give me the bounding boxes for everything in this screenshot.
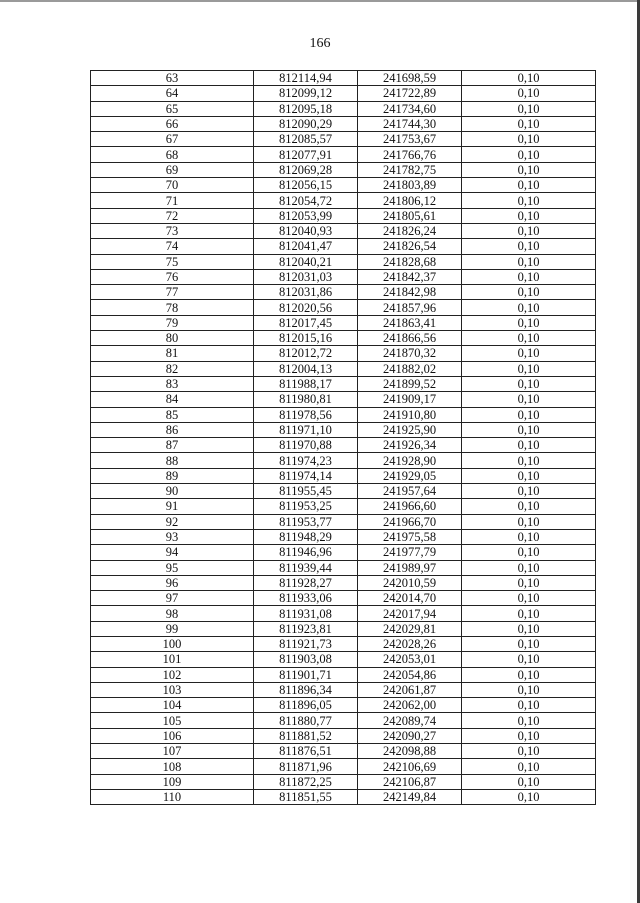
point-number-cell: 90 xyxy=(91,484,254,499)
x-coordinate-cell: 811901,71 xyxy=(254,667,358,682)
x-coordinate-cell: 811928,27 xyxy=(254,575,358,590)
point-number-cell: 73 xyxy=(91,223,254,238)
error-cell: 0,10 xyxy=(462,223,596,238)
y-coordinate-cell: 241826,54 xyxy=(358,239,462,254)
y-coordinate-cell: 241966,60 xyxy=(358,499,462,514)
point-number-cell: 100 xyxy=(91,636,254,651)
point-number-cell: 79 xyxy=(91,315,254,330)
y-coordinate-cell: 241806,12 xyxy=(358,193,462,208)
y-coordinate-cell: 242090,27 xyxy=(358,728,462,743)
table-row xyxy=(91,728,596,743)
coordinates-table xyxy=(90,70,596,805)
y-coordinate-cell: 241805,61 xyxy=(358,208,462,223)
x-coordinate-cell: 812040,21 xyxy=(254,254,358,269)
y-coordinate-cell: 242089,74 xyxy=(358,713,462,728)
error-cell: 0,10 xyxy=(462,331,596,346)
x-coordinate-cell: 812090,29 xyxy=(254,116,358,131)
point-number-cell: 85 xyxy=(91,407,254,422)
x-coordinate-cell: 811871,96 xyxy=(254,759,358,774)
error-cell: 0,10 xyxy=(462,652,596,667)
x-coordinate-cell: 812015,16 xyxy=(254,331,358,346)
table-row xyxy=(91,774,596,789)
point-number-cell: 63 xyxy=(91,71,254,86)
x-coordinate-cell: 811974,14 xyxy=(254,468,358,483)
y-coordinate-cell: 242014,70 xyxy=(358,591,462,606)
x-coordinate-cell: 811953,77 xyxy=(254,514,358,529)
table-row xyxy=(91,254,596,269)
error-cell: 0,10 xyxy=(462,514,596,529)
error-cell: 0,10 xyxy=(462,453,596,468)
y-coordinate-cell: 242098,88 xyxy=(358,744,462,759)
x-coordinate-cell: 811872,25 xyxy=(254,774,358,789)
x-coordinate-cell: 811876,51 xyxy=(254,744,358,759)
table-row xyxy=(91,560,596,575)
point-number-cell: 66 xyxy=(91,116,254,131)
error-cell: 0,10 xyxy=(462,744,596,759)
x-coordinate-cell: 811980,81 xyxy=(254,392,358,407)
error-cell: 0,10 xyxy=(462,682,596,697)
point-number-cell: 104 xyxy=(91,698,254,713)
y-coordinate-cell: 242053,01 xyxy=(358,652,462,667)
y-coordinate-cell: 242028,26 xyxy=(358,636,462,651)
error-cell: 0,10 xyxy=(462,193,596,208)
x-coordinate-cell: 812085,57 xyxy=(254,132,358,147)
table-row xyxy=(91,162,596,177)
point-number-cell: 64 xyxy=(91,86,254,101)
point-number-cell: 69 xyxy=(91,162,254,177)
x-coordinate-cell: 812056,15 xyxy=(254,178,358,193)
x-coordinate-cell: 812054,72 xyxy=(254,193,358,208)
y-coordinate-cell: 241866,56 xyxy=(358,331,462,346)
y-coordinate-cell: 241925,90 xyxy=(358,422,462,437)
error-cell: 0,10 xyxy=(462,560,596,575)
point-number-cell: 97 xyxy=(91,591,254,606)
table-row xyxy=(91,529,596,544)
error-cell: 0,10 xyxy=(462,545,596,560)
point-number-cell: 89 xyxy=(91,468,254,483)
y-coordinate-cell: 242029,81 xyxy=(358,621,462,636)
table-row xyxy=(91,285,596,300)
point-number-cell: 105 xyxy=(91,713,254,728)
table-row xyxy=(91,422,596,437)
point-number-cell: 107 xyxy=(91,744,254,759)
table-row xyxy=(91,698,596,713)
table-row xyxy=(91,71,596,86)
error-cell: 0,10 xyxy=(462,300,596,315)
table-row xyxy=(91,208,596,223)
table-row xyxy=(91,453,596,468)
error-cell: 0,10 xyxy=(462,774,596,789)
error-cell: 0,10 xyxy=(462,392,596,407)
table-row xyxy=(91,376,596,391)
y-coordinate-cell: 241734,60 xyxy=(358,101,462,116)
y-coordinate-cell: 241909,17 xyxy=(358,392,462,407)
error-cell: 0,10 xyxy=(462,285,596,300)
x-coordinate-cell: 812004,13 xyxy=(254,361,358,376)
x-coordinate-cell: 811970,88 xyxy=(254,438,358,453)
point-number-cell: 82 xyxy=(91,361,254,376)
table-row xyxy=(91,682,596,697)
error-cell: 0,10 xyxy=(462,315,596,330)
error-cell: 0,10 xyxy=(462,86,596,101)
y-coordinate-cell: 241929,05 xyxy=(358,468,462,483)
table-row xyxy=(91,132,596,147)
y-coordinate-cell: 241928,90 xyxy=(358,453,462,468)
error-cell: 0,10 xyxy=(462,71,596,86)
y-coordinate-cell: 241826,24 xyxy=(358,223,462,238)
table-row xyxy=(91,621,596,636)
table-row xyxy=(91,514,596,529)
error-cell: 0,10 xyxy=(462,591,596,606)
error-cell: 0,10 xyxy=(462,759,596,774)
table-row xyxy=(91,438,596,453)
error-cell: 0,10 xyxy=(462,499,596,514)
table-row xyxy=(91,545,596,560)
point-number-cell: 94 xyxy=(91,545,254,560)
point-number-cell: 106 xyxy=(91,728,254,743)
error-cell: 0,10 xyxy=(462,147,596,162)
error-cell: 0,10 xyxy=(462,422,596,437)
x-coordinate-cell: 812099,12 xyxy=(254,86,358,101)
x-coordinate-cell: 811896,05 xyxy=(254,698,358,713)
table-row xyxy=(91,652,596,667)
y-coordinate-cell: 241957,64 xyxy=(358,484,462,499)
y-coordinate-cell: 242106,87 xyxy=(358,774,462,789)
table-row xyxy=(91,759,596,774)
error-cell: 0,10 xyxy=(462,606,596,621)
table-row xyxy=(91,575,596,590)
y-coordinate-cell: 241863,41 xyxy=(358,315,462,330)
table-row xyxy=(91,315,596,330)
y-coordinate-cell: 241910,80 xyxy=(358,407,462,422)
error-cell: 0,10 xyxy=(462,132,596,147)
x-coordinate-cell: 811881,52 xyxy=(254,728,358,743)
table-row xyxy=(91,101,596,116)
x-coordinate-cell: 811971,10 xyxy=(254,422,358,437)
point-number-cell: 76 xyxy=(91,269,254,284)
y-coordinate-cell: 241989,97 xyxy=(358,560,462,575)
table-row xyxy=(91,147,596,162)
point-number-cell: 78 xyxy=(91,300,254,315)
table-row xyxy=(91,269,596,284)
y-coordinate-cell: 242061,87 xyxy=(358,682,462,697)
y-coordinate-cell: 241975,58 xyxy=(358,529,462,544)
y-coordinate-cell: 241842,98 xyxy=(358,285,462,300)
table-row xyxy=(91,193,596,208)
y-coordinate-cell: 241857,96 xyxy=(358,300,462,315)
x-coordinate-cell: 812077,91 xyxy=(254,147,358,162)
table-row xyxy=(91,667,596,682)
y-coordinate-cell: 241766,76 xyxy=(358,147,462,162)
error-cell: 0,10 xyxy=(462,116,596,131)
x-coordinate-cell: 811948,29 xyxy=(254,529,358,544)
y-coordinate-cell: 241753,67 xyxy=(358,132,462,147)
point-number-cell: 80 xyxy=(91,331,254,346)
error-cell: 0,10 xyxy=(462,162,596,177)
point-number-cell: 74 xyxy=(91,239,254,254)
table-row xyxy=(91,713,596,728)
x-coordinate-cell: 812069,28 xyxy=(254,162,358,177)
error-cell: 0,10 xyxy=(462,239,596,254)
point-number-cell: 75 xyxy=(91,254,254,269)
point-number-cell: 86 xyxy=(91,422,254,437)
x-coordinate-cell: 811903,08 xyxy=(254,652,358,667)
table-row xyxy=(91,116,596,131)
x-coordinate-cell: 811939,44 xyxy=(254,560,358,575)
y-coordinate-cell: 241722,89 xyxy=(358,86,462,101)
error-cell: 0,10 xyxy=(462,698,596,713)
error-cell: 0,10 xyxy=(462,101,596,116)
point-number-cell: 71 xyxy=(91,193,254,208)
x-coordinate-cell: 811921,73 xyxy=(254,636,358,651)
error-cell: 0,10 xyxy=(462,208,596,223)
point-number-cell: 84 xyxy=(91,392,254,407)
table-row xyxy=(91,346,596,361)
scan-top-edge xyxy=(0,0,640,2)
y-coordinate-cell: 242054,86 xyxy=(358,667,462,682)
point-number-cell: 96 xyxy=(91,575,254,590)
x-coordinate-cell: 812017,45 xyxy=(254,315,358,330)
point-number-cell: 99 xyxy=(91,621,254,636)
x-coordinate-cell: 812053,99 xyxy=(254,208,358,223)
point-number-cell: 81 xyxy=(91,346,254,361)
coordinates-table-body xyxy=(91,71,596,805)
table-row xyxy=(91,392,596,407)
y-coordinate-cell: 242062,00 xyxy=(358,698,462,713)
x-coordinate-cell: 812041,47 xyxy=(254,239,358,254)
error-cell: 0,10 xyxy=(462,361,596,376)
error-cell: 0,10 xyxy=(462,667,596,682)
y-coordinate-cell: 241698,59 xyxy=(358,71,462,86)
error-cell: 0,10 xyxy=(462,376,596,391)
page-number: 166 xyxy=(309,36,331,51)
point-number-cell: 109 xyxy=(91,774,254,789)
x-coordinate-cell: 811931,08 xyxy=(254,606,358,621)
y-coordinate-cell: 241870,32 xyxy=(358,346,462,361)
point-number-cell: 67 xyxy=(91,132,254,147)
error-cell: 0,10 xyxy=(462,636,596,651)
point-number-cell: 103 xyxy=(91,682,254,697)
point-number-cell: 88 xyxy=(91,453,254,468)
error-cell: 0,10 xyxy=(462,484,596,499)
point-number-cell: 91 xyxy=(91,499,254,514)
table-row xyxy=(91,636,596,651)
table-row xyxy=(91,789,596,804)
y-coordinate-cell: 242106,69 xyxy=(358,759,462,774)
y-coordinate-cell: 241926,34 xyxy=(358,438,462,453)
error-cell: 0,10 xyxy=(462,468,596,483)
point-number-cell: 102 xyxy=(91,667,254,682)
table-row xyxy=(91,331,596,346)
x-coordinate-cell: 811978,56 xyxy=(254,407,358,422)
error-cell: 0,10 xyxy=(462,728,596,743)
table-row xyxy=(91,407,596,422)
point-number-cell: 92 xyxy=(91,514,254,529)
point-number-cell: 68 xyxy=(91,147,254,162)
error-cell: 0,10 xyxy=(462,269,596,284)
y-coordinate-cell: 241803,89 xyxy=(358,178,462,193)
x-coordinate-cell: 811923,81 xyxy=(254,621,358,636)
error-cell: 0,10 xyxy=(462,789,596,804)
table-row xyxy=(91,744,596,759)
table-row xyxy=(91,361,596,376)
point-number-cell: 77 xyxy=(91,285,254,300)
error-cell: 0,10 xyxy=(462,575,596,590)
point-number-cell: 108 xyxy=(91,759,254,774)
y-coordinate-cell: 241782,75 xyxy=(358,162,462,177)
point-number-cell: 110 xyxy=(91,789,254,804)
table-row xyxy=(91,86,596,101)
table-row xyxy=(91,239,596,254)
error-cell: 0,10 xyxy=(462,438,596,453)
point-number-cell: 70 xyxy=(91,178,254,193)
x-coordinate-cell: 811896,34 xyxy=(254,682,358,697)
error-cell: 0,10 xyxy=(462,407,596,422)
y-coordinate-cell: 241966,70 xyxy=(358,514,462,529)
x-coordinate-cell: 811988,17 xyxy=(254,376,358,391)
x-coordinate-cell: 812031,86 xyxy=(254,285,358,300)
x-coordinate-cell: 812031,03 xyxy=(254,269,358,284)
y-coordinate-cell: 242017,94 xyxy=(358,606,462,621)
x-coordinate-cell: 811946,96 xyxy=(254,545,358,560)
x-coordinate-cell: 811974,23 xyxy=(254,453,358,468)
y-coordinate-cell: 241882,02 xyxy=(358,361,462,376)
table-row xyxy=(91,606,596,621)
x-coordinate-cell: 811953,25 xyxy=(254,499,358,514)
x-coordinate-cell: 812012,72 xyxy=(254,346,358,361)
y-coordinate-cell: 241842,37 xyxy=(358,269,462,284)
x-coordinate-cell: 812114,94 xyxy=(254,71,358,86)
y-coordinate-cell: 241744,30 xyxy=(358,116,462,131)
x-coordinate-cell: 811955,45 xyxy=(254,484,358,499)
error-cell: 0,10 xyxy=(462,621,596,636)
point-number-cell: 98 xyxy=(91,606,254,621)
y-coordinate-cell: 241828,68 xyxy=(358,254,462,269)
x-coordinate-cell: 812040,93 xyxy=(254,223,358,238)
table-row xyxy=(91,591,596,606)
point-number-cell: 95 xyxy=(91,560,254,575)
point-number-cell: 72 xyxy=(91,208,254,223)
point-number-cell: 101 xyxy=(91,652,254,667)
x-coordinate-cell: 811880,77 xyxy=(254,713,358,728)
table-row xyxy=(91,499,596,514)
x-coordinate-cell: 811851,55 xyxy=(254,789,358,804)
error-cell: 0,10 xyxy=(462,529,596,544)
point-number-cell: 87 xyxy=(91,438,254,453)
table-row xyxy=(91,300,596,315)
point-number-cell: 93 xyxy=(91,529,254,544)
table-row xyxy=(91,468,596,483)
error-cell: 0,10 xyxy=(462,254,596,269)
x-coordinate-cell: 812020,56 xyxy=(254,300,358,315)
y-coordinate-cell: 242149,84 xyxy=(358,789,462,804)
point-number-cell: 83 xyxy=(91,376,254,391)
error-cell: 0,10 xyxy=(462,713,596,728)
y-coordinate-cell: 241977,79 xyxy=(358,545,462,560)
x-coordinate-cell: 812095,18 xyxy=(254,101,358,116)
point-number-cell: 65 xyxy=(91,101,254,116)
error-cell: 0,10 xyxy=(462,178,596,193)
y-coordinate-cell: 242010,59 xyxy=(358,575,462,590)
table-row xyxy=(91,178,596,193)
x-coordinate-cell: 811933,06 xyxy=(254,591,358,606)
table-row xyxy=(91,223,596,238)
table-row xyxy=(91,484,596,499)
error-cell: 0,10 xyxy=(462,346,596,361)
y-coordinate-cell: 241899,52 xyxy=(358,376,462,391)
